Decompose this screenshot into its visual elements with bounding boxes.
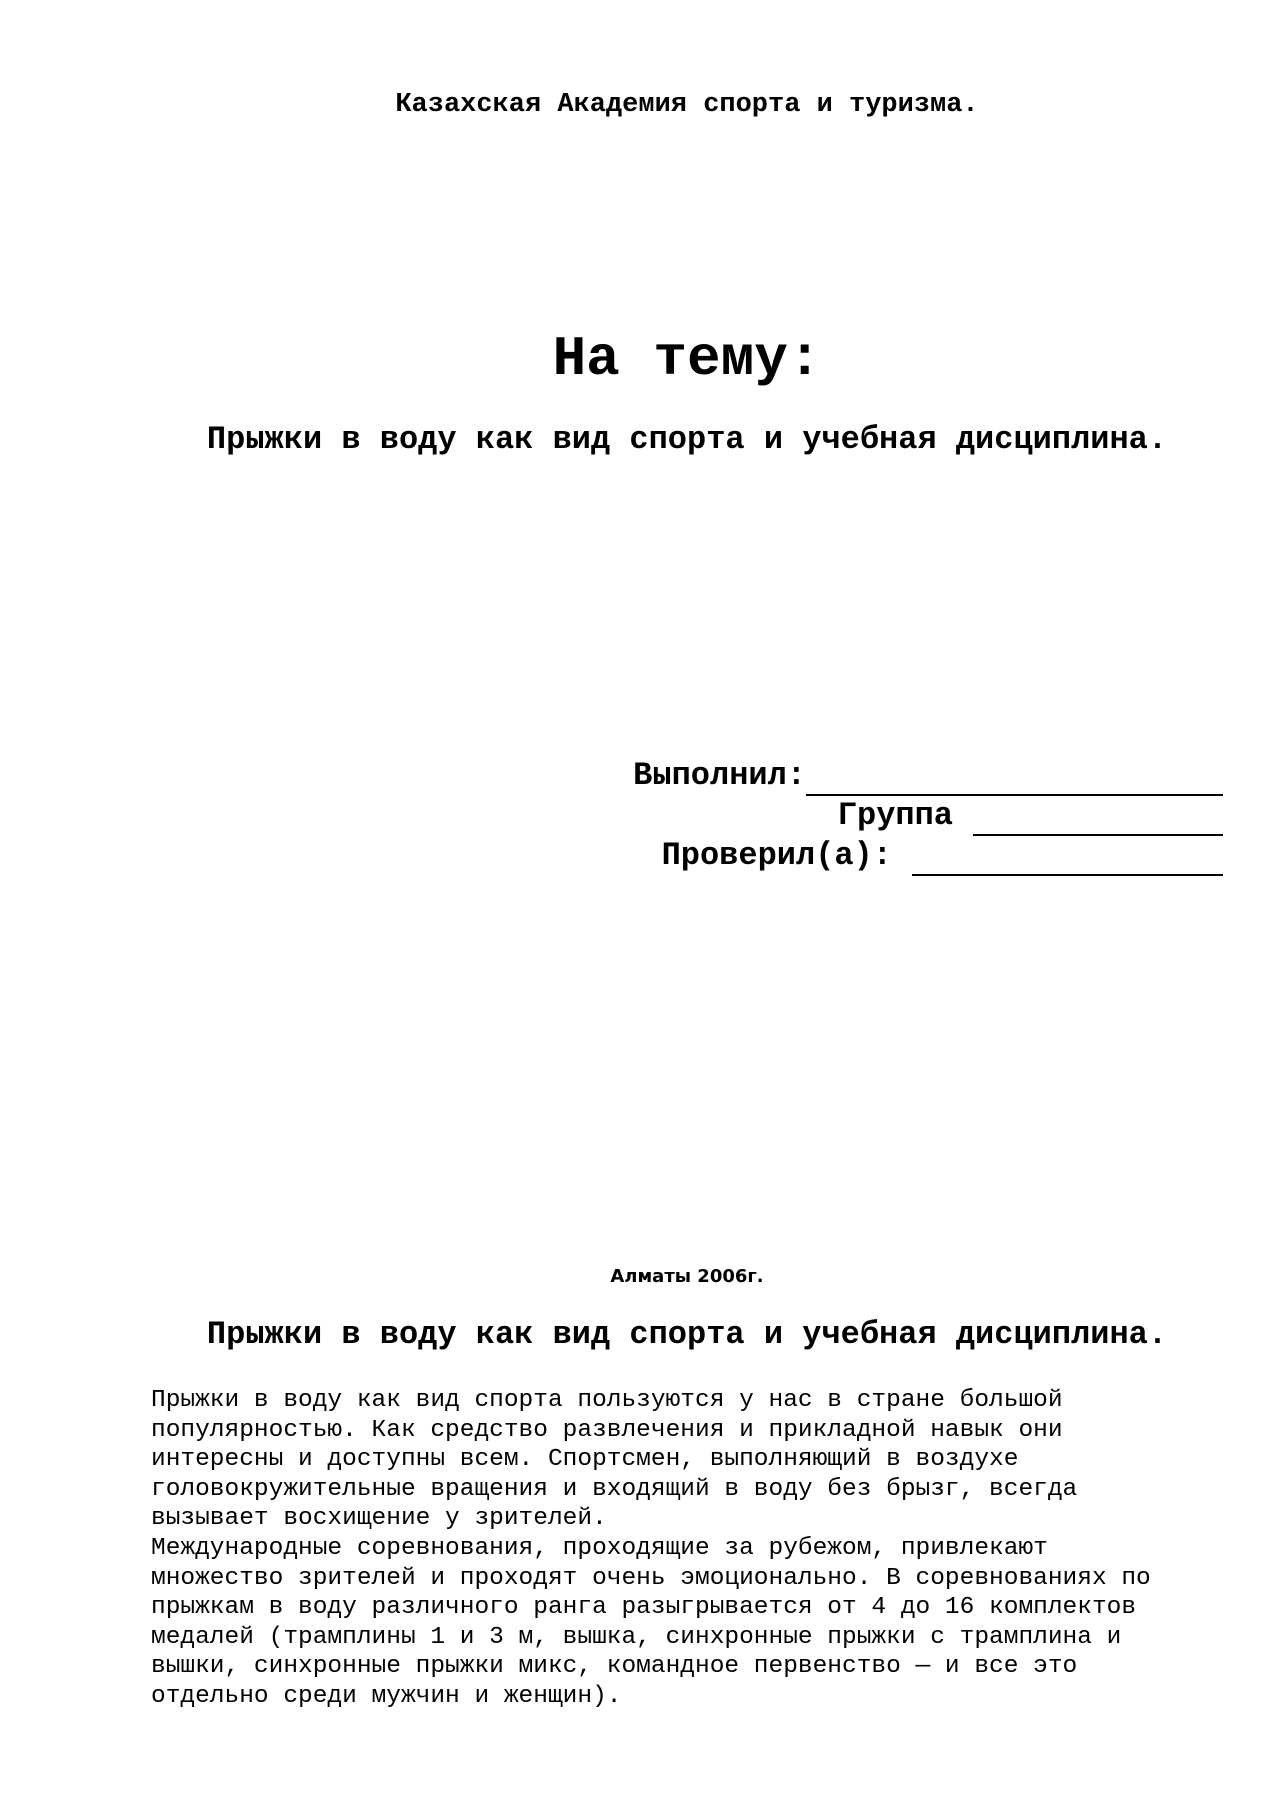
signature-block [633, 756, 1223, 876]
article-body [151, 1386, 1151, 1712]
body-line: Международные соревнования, проходящие за рубежом, привлекают [151, 1534, 1048, 1562]
body-line: Прыжки в воду как вид спорта пользуются у нас в стране большой [151, 1387, 1063, 1414]
group-row [633, 796, 1223, 836]
body-line: множество зрителей и проходят очень эмоционально. В соревнованиях по [151, 1564, 1151, 1592]
body-line: вышки, синхронные прыжки микс, командное первенство — и все это [151, 1653, 1078, 1681]
institution-name: Казахская Академия спорта и туризма. [395, 90, 979, 120]
body-line: медалей (трамплины 1 и 3 м, вышка, синхронные прыжки с трамплина и [151, 1623, 1122, 1651]
checked-by-label: Проверил(а): [661, 837, 892, 874]
performed-by-label: Выполнил: [633, 757, 806, 794]
body-line: вызывает восхищение у зрителей. [151, 1505, 607, 1533]
title-page-subtitle: Прыжки в воду как вид спорта и учебная дисциплина. [206, 421, 1168, 458]
city-year: Алматы 2006г. [610, 1266, 764, 1287]
performed-by-row [633, 756, 1223, 796]
body-line: головокружительные вращения и входящий в воду без брызг, всегда [151, 1475, 1078, 1503]
body-line: отдельно среди мужчин и женщин). [151, 1682, 622, 1710]
checked-by-line [912, 842, 1223, 876]
body-line: интересны и доступны всем. Спортсмен, выполняющий в воздухе [151, 1446, 1019, 1474]
group-line [973, 802, 1223, 836]
group-label: Группа [837, 797, 953, 834]
performed-by-line [806, 762, 1223, 796]
body-line: популярностью. Как средство развлечения и прикладной навык они [151, 1416, 1063, 1444]
checked-by-row [633, 836, 1223, 876]
topic-heading: На тему: [552, 327, 822, 391]
article-title: Прыжки в воду как вид спорта и учебная дисциплина. [206, 1316, 1168, 1353]
body-line: прыжкам в воду различного ранга разыгрывается от 4 до 16 комплектов [151, 1594, 1137, 1622]
